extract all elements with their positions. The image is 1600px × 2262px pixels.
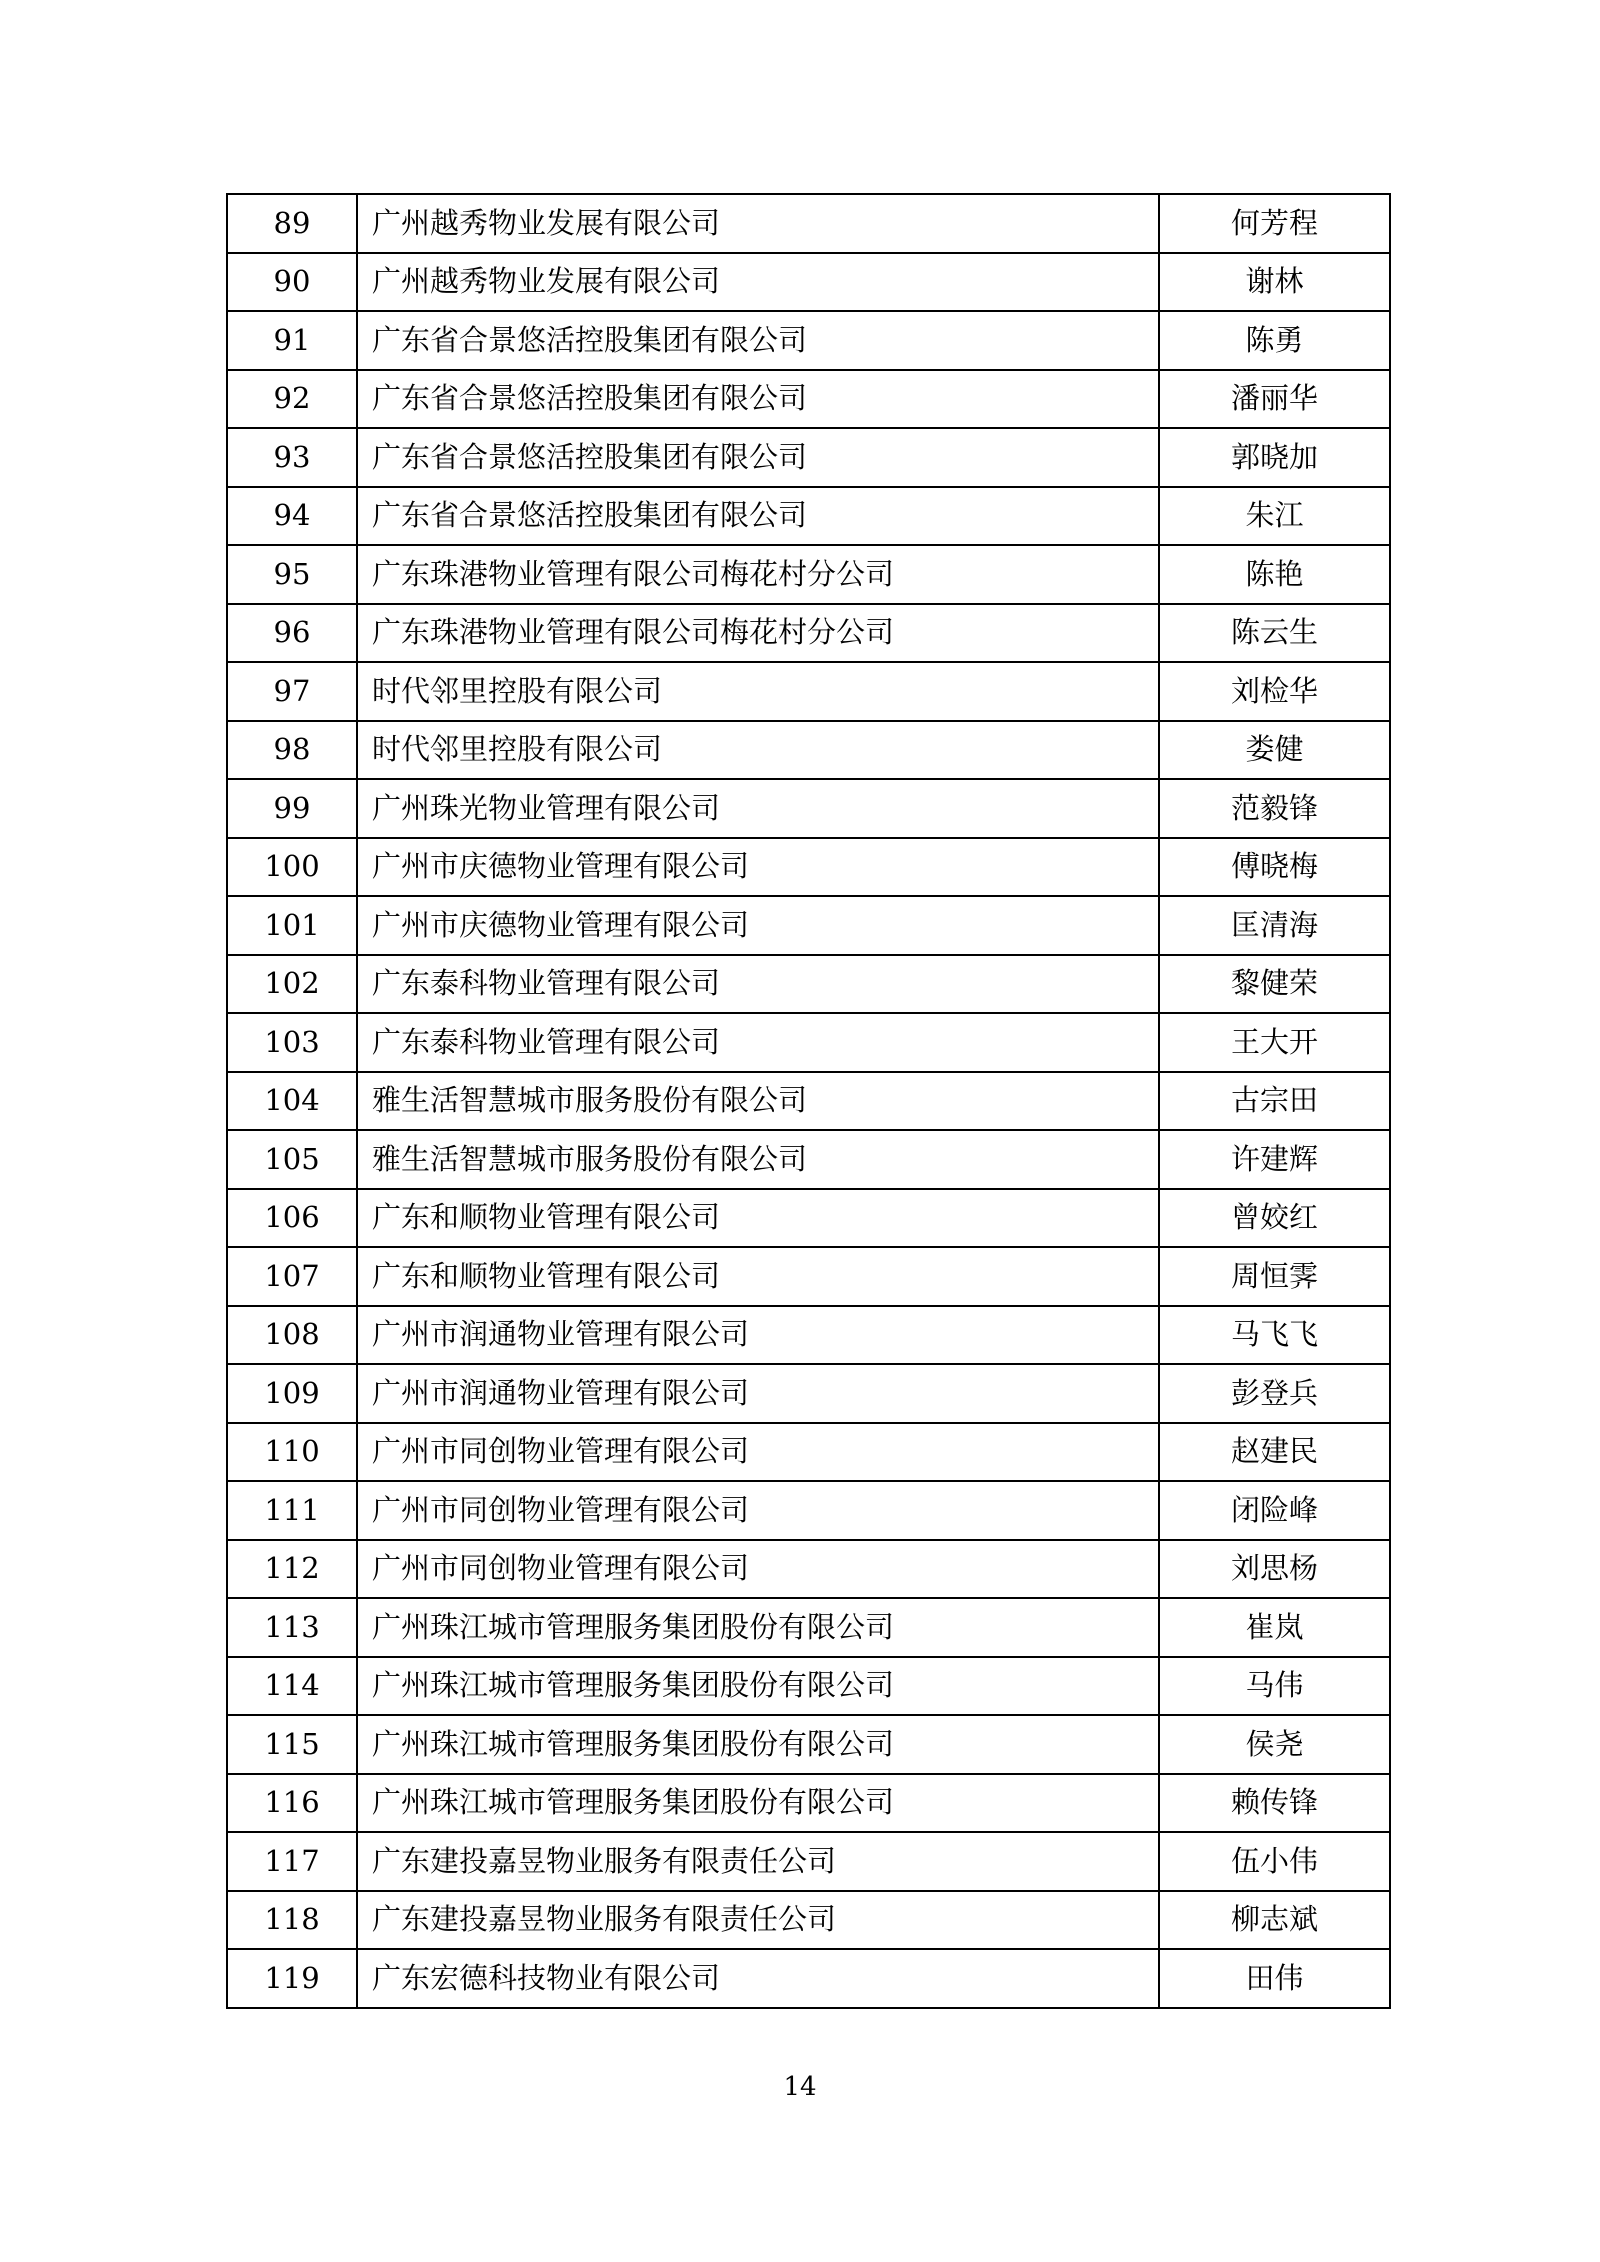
person-name-cell: 黎健荣 [1159, 955, 1390, 1014]
company-cell: 广东省合景悠活控股集团有限公司 [357, 370, 1159, 429]
company-cell: 广东珠港物业管理有限公司梅花村分公司 [357, 604, 1159, 663]
company-cell: 广东泰科物业管理有限公司 [357, 1013, 1159, 1072]
row-number-cell: 117 [227, 1832, 357, 1891]
row-number-cell: 91 [227, 311, 357, 370]
person-name-cell: 王大开 [1159, 1013, 1390, 1072]
table-row [227, 1130, 1390, 1189]
person-name-cell: 傅晓梅 [1159, 838, 1390, 897]
table-row [227, 1364, 1390, 1423]
row-number-cell: 109 [227, 1364, 357, 1423]
table-row [227, 1306, 1390, 1365]
company-cell: 广州越秀物业发展有限公司 [357, 253, 1159, 312]
table-row [227, 428, 1390, 487]
table-row [227, 1832, 1390, 1891]
row-number-cell: 108 [227, 1306, 357, 1365]
person-name-cell: 匡清海 [1159, 896, 1390, 955]
company-cell: 广州珠江城市管理服务集团股份有限公司 [357, 1657, 1159, 1716]
company-cell: 广州市同创物业管理有限公司 [357, 1540, 1159, 1599]
company-cell: 广州市润通物业管理有限公司 [357, 1306, 1159, 1365]
row-number-cell: 105 [227, 1130, 357, 1189]
row-number-cell: 104 [227, 1072, 357, 1131]
row-number-cell: 114 [227, 1657, 357, 1716]
person-name-cell: 古宗田 [1159, 1072, 1390, 1131]
company-cell: 广东省合景悠活控股集团有限公司 [357, 487, 1159, 546]
company-cell: 广州越秀物业发展有限公司 [357, 194, 1159, 253]
company-cell: 广州珠江城市管理服务集团股份有限公司 [357, 1774, 1159, 1833]
company-cell: 广州市庆德物业管理有限公司 [357, 838, 1159, 897]
company-cell: 广州市同创物业管理有限公司 [357, 1481, 1159, 1540]
company-cell: 雅生活智慧城市服务股份有限公司 [357, 1072, 1159, 1131]
row-number-cell: 112 [227, 1540, 357, 1599]
table-row [227, 604, 1390, 663]
table-row [227, 896, 1390, 955]
person-name-cell: 彭登兵 [1159, 1364, 1390, 1423]
table-row [227, 1540, 1390, 1599]
table-row [227, 662, 1390, 721]
person-name-cell: 潘丽华 [1159, 370, 1390, 429]
person-name-cell: 陈云生 [1159, 604, 1390, 663]
company-cell: 广东建投嘉昱物业服务有限责任公司 [357, 1832, 1159, 1891]
company-cell: 广东省合景悠活控股集团有限公司 [357, 428, 1159, 487]
person-name-cell: 赖传锋 [1159, 1774, 1390, 1833]
row-number-cell: 96 [227, 604, 357, 663]
company-cell: 广东建投嘉昱物业服务有限责任公司 [357, 1891, 1159, 1950]
row-number-cell: 101 [227, 896, 357, 955]
row-number-cell: 111 [227, 1481, 357, 1540]
company-cell: 广州市同创物业管理有限公司 [357, 1423, 1159, 1482]
row-number-cell: 97 [227, 662, 357, 721]
company-cell: 广东和顺物业管理有限公司 [357, 1247, 1159, 1306]
row-number-cell: 113 [227, 1598, 357, 1657]
row-number-cell: 103 [227, 1013, 357, 1072]
person-name-cell: 范毅锋 [1159, 779, 1390, 838]
person-name-cell: 崔岚 [1159, 1598, 1390, 1657]
person-name-cell: 谢林 [1159, 253, 1390, 312]
table-row [227, 1598, 1390, 1657]
table-row [227, 1013, 1390, 1072]
table-row [227, 1481, 1390, 1540]
row-number-cell: 106 [227, 1189, 357, 1248]
company-cell: 广东省合景悠活控股集团有限公司 [357, 311, 1159, 370]
row-number-cell: 98 [227, 721, 357, 780]
row-number-cell: 95 [227, 545, 357, 604]
table-row [227, 721, 1390, 780]
person-name-cell: 何芳程 [1159, 194, 1390, 253]
table-row [227, 779, 1390, 838]
person-name-cell: 陈勇 [1159, 311, 1390, 370]
row-number-cell: 115 [227, 1715, 357, 1774]
person-name-cell: 马伟 [1159, 1657, 1390, 1716]
company-cell: 广东泰科物业管理有限公司 [357, 955, 1159, 1014]
company-cell: 时代邻里控股有限公司 [357, 721, 1159, 780]
row-number-cell: 94 [227, 487, 357, 546]
person-name-cell: 刘检华 [1159, 662, 1390, 721]
company-cell: 广东和顺物业管理有限公司 [357, 1189, 1159, 1248]
table-row [227, 1423, 1390, 1482]
person-name-cell: 周恒霁 [1159, 1247, 1390, 1306]
row-number-cell: 107 [227, 1247, 357, 1306]
person-name-cell: 田伟 [1159, 1949, 1390, 2008]
roster-table [226, 193, 1391, 2009]
table-row [227, 1657, 1390, 1716]
table-body [227, 194, 1390, 2008]
row-number-cell: 92 [227, 370, 357, 429]
company-cell: 广州珠光物业管理有限公司 [357, 779, 1159, 838]
person-name-cell: 赵建民 [1159, 1423, 1390, 1482]
company-cell: 广州珠江城市管理服务集团股份有限公司 [357, 1598, 1159, 1657]
table-row [227, 370, 1390, 429]
row-number-cell: 118 [227, 1891, 357, 1950]
person-name-cell: 闭险峰 [1159, 1481, 1390, 1540]
company-cell: 雅生活智慧城市服务股份有限公司 [357, 1130, 1159, 1189]
person-name-cell: 刘思杨 [1159, 1540, 1390, 1599]
person-name-cell: 陈艳 [1159, 545, 1390, 604]
table-row [227, 1715, 1390, 1774]
person-name-cell: 朱江 [1159, 487, 1390, 546]
row-number-cell: 116 [227, 1774, 357, 1833]
person-name-cell: 柳志斌 [1159, 1891, 1390, 1950]
row-number-cell: 89 [227, 194, 357, 253]
table-row [227, 1949, 1390, 2008]
table-row [227, 1774, 1390, 1833]
table-row [227, 838, 1390, 897]
table-row [227, 1891, 1390, 1950]
table-row [227, 955, 1390, 1014]
page-number: 14 [783, 2072, 817, 2102]
person-name-cell: 娄健 [1159, 721, 1390, 780]
person-name-cell: 马飞飞 [1159, 1306, 1390, 1365]
table-row [227, 194, 1390, 253]
table-row [227, 545, 1390, 604]
person-name-cell: 侯尧 [1159, 1715, 1390, 1774]
table-row [227, 1189, 1390, 1248]
row-number-cell: 93 [227, 428, 357, 487]
row-number-cell: 119 [227, 1949, 357, 2008]
company-cell: 时代邻里控股有限公司 [357, 662, 1159, 721]
row-number-cell: 110 [227, 1423, 357, 1482]
company-cell: 广州珠江城市管理服务集团股份有限公司 [357, 1715, 1159, 1774]
company-cell: 广州市润通物业管理有限公司 [357, 1364, 1159, 1423]
table-row [227, 1072, 1390, 1131]
person-name-cell: 曾姣红 [1159, 1189, 1390, 1248]
table-row [227, 253, 1390, 312]
person-name-cell: 许建辉 [1159, 1130, 1390, 1189]
row-number-cell: 90 [227, 253, 357, 312]
person-name-cell: 伍小伟 [1159, 1832, 1390, 1891]
company-cell: 广东宏德科技物业有限公司 [357, 1949, 1159, 2008]
row-number-cell: 102 [227, 955, 357, 1014]
table-row [227, 1247, 1390, 1306]
table-row [227, 487, 1390, 546]
person-name-cell: 郭晓加 [1159, 428, 1390, 487]
company-cell: 广东珠港物业管理有限公司梅花村分公司 [357, 545, 1159, 604]
table-row [227, 311, 1390, 370]
row-number-cell: 99 [227, 779, 357, 838]
company-cell: 广州市庆德物业管理有限公司 [357, 896, 1159, 955]
row-number-cell: 100 [227, 838, 357, 897]
